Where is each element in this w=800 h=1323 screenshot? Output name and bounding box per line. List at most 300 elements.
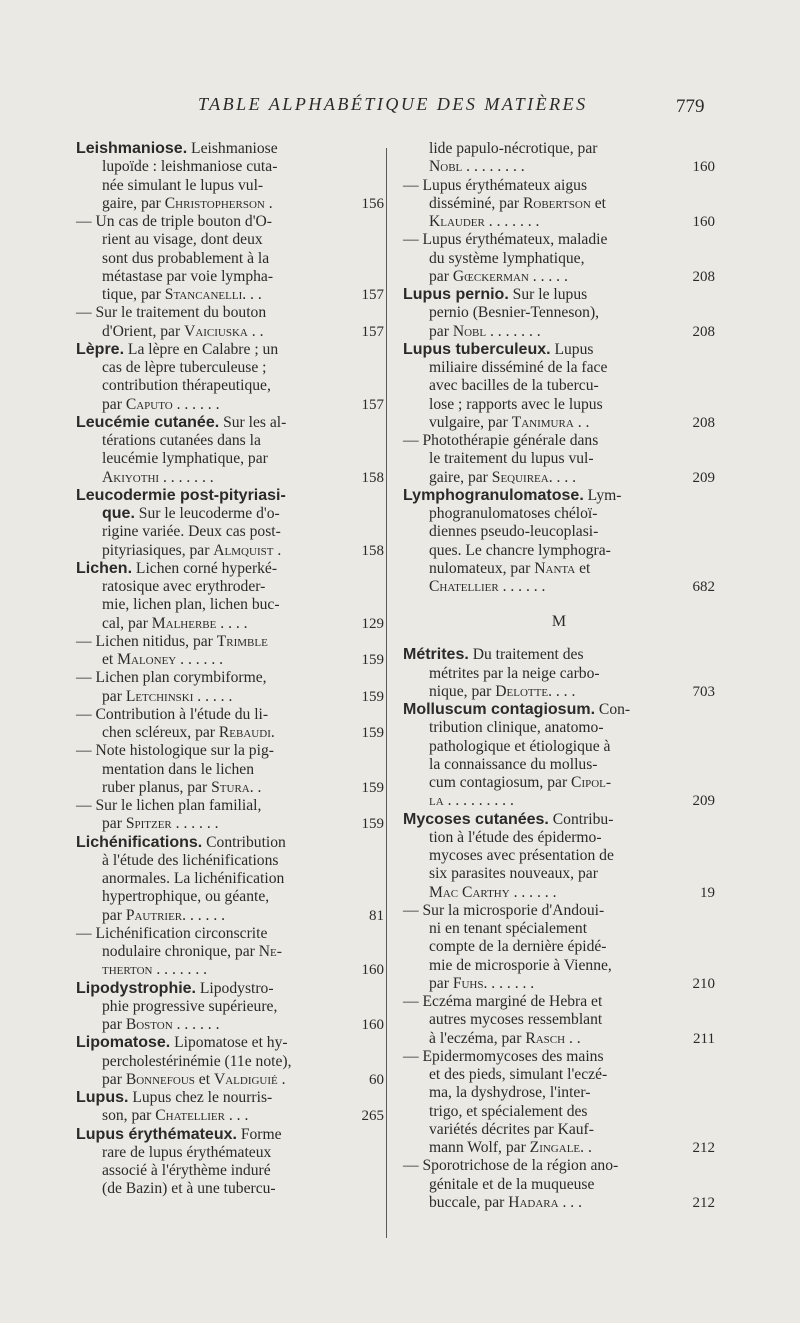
author-name: Fuhs: [452, 974, 484, 992]
author-name: Rebaudi: [218, 724, 271, 741]
index-entry-line: [76, 377, 351, 395]
author-name: Sequirea: [491, 468, 549, 486]
author-name: Delotte: [495, 682, 549, 700]
index-entry-line: [76, 250, 351, 268]
entry-text: tribution clinique, anatomo-: [429, 719, 604, 737]
author-name: Maloney: [117, 651, 177, 668]
entry-text: — Lichen plan corymbiforme,: [76, 669, 267, 687]
author-name: Klauder: [429, 213, 485, 230]
entry-text: par: [102, 395, 126, 413]
index-entry-line: [76, 1053, 351, 1071]
entry-text: diennes pseudo-leucoplasi-: [429, 523, 599, 541]
index-entry-line: [76, 523, 351, 541]
author-name: Caputo: [125, 395, 173, 413]
index-entry-line: [403, 195, 715, 213]
entry-text: lupoïde : leishmaniose cuta-: [102, 158, 278, 176]
author-name: Robertson: [522, 194, 591, 212]
index-entry-line: [76, 906, 384, 925]
entry-text: à l'eczéma, par: [429, 1029, 526, 1047]
leader-text: . . . . .: [528, 267, 568, 285]
page-reference: 159: [361, 688, 384, 705]
entry-text: née simulant le lupus vul-: [102, 176, 264, 194]
author-name: Boston: [125, 1016, 173, 1033]
entry-text: — Sur le lichen plan familial,: [76, 797, 262, 814]
entry-text: par: [429, 322, 453, 340]
index-entry-line: [403, 683, 715, 701]
entry-keyword: Leishmaniose.: [76, 140, 188, 157]
entry-text: mann Wolf, par: [429, 1139, 530, 1156]
index-entry-head: [403, 341, 715, 359]
index-entry-line: [403, 738, 715, 756]
page-reference: 159: [361, 779, 384, 796]
index-entry-head: [76, 1034, 351, 1052]
entry-text: leucémie lymphatique, par: [102, 450, 268, 468]
running-header: [0, 94, 800, 124]
index-entry-line: [76, 505, 351, 523]
entry-text: cal, par: [102, 614, 152, 632]
author-name: Almquist: [213, 541, 274, 559]
entry-text: contribution thérapeutique,: [102, 377, 271, 395]
entry-text: vulgaire, par: [429, 413, 512, 431]
leader-text: . . . .: [548, 682, 576, 700]
page-number: 779: [676, 96, 705, 117]
leader-text: .: [264, 194, 273, 212]
page-reference: 157: [361, 287, 384, 303]
entry-text: — Epidermomycoses des mains: [403, 1047, 604, 1065]
leader-text: . . . . . .: [172, 1016, 220, 1033]
index-entry-line: [76, 651, 384, 669]
entry-text: tique, par: [102, 286, 165, 303]
index-entry-line: [76, 761, 351, 779]
index-entry-line: [403, 1084, 715, 1102]
page-reference: 157: [361, 323, 384, 340]
index-entry-line: [76, 468, 384, 487]
left-column: [76, 140, 384, 1199]
leader-text: . .: [573, 413, 590, 431]
entry-keyword: que.: [102, 505, 135, 522]
entry-text: Leishmaniose: [187, 140, 278, 157]
index-entry-line: [403, 213, 715, 231]
entry-keyword: Leucodermie post-pityriasi-: [76, 486, 286, 504]
leader-text: . . . . . . .: [484, 213, 540, 230]
author-name: therton: [102, 961, 153, 979]
author-name: Stura: [211, 778, 250, 796]
entry-text: nulomateux, par: [429, 559, 535, 577]
index-entry-line: [76, 1162, 351, 1180]
index-entry-line: [76, 359, 351, 377]
index-entry-line: [403, 1121, 715, 1139]
entry-keyword: Lupus pernio.: [403, 286, 509, 303]
entry-text: Lym-: [583, 486, 622, 504]
author-name: Pautrier: [125, 906, 183, 924]
page-reference: 159: [361, 725, 384, 741]
leader-text: . .: [247, 322, 264, 340]
index-entry-head: [403, 286, 715, 304]
index-entry-line: [76, 1107, 384, 1125]
leader-text: et: [575, 559, 591, 577]
leader-text: . . . . . .: [498, 578, 546, 595]
page-reference: 159: [361, 816, 384, 833]
index-entry-line: [76, 1180, 351, 1198]
leader-text: . . . . . .: [171, 815, 219, 833]
leader-text: . . . . . .: [509, 883, 557, 901]
index-entry-line: [403, 523, 715, 541]
author-name: Christopherson: [164, 194, 265, 212]
index-entry-line: [403, 250, 715, 268]
author-name: Hadara: [508, 1193, 559, 1211]
entry-text: mycoses avec présentation de: [429, 847, 614, 864]
leader-text: .: [273, 541, 282, 559]
index-entry-line: [76, 213, 351, 231]
running-title: TABLE ALPHABÉTIQUE DES MATIÈRES: [198, 94, 588, 114]
index-entry-head: [76, 414, 351, 432]
entry-text: trigo, et spécialement des: [429, 1102, 588, 1120]
entry-keyword: Lupus érythémateux.: [76, 1125, 237, 1143]
index-entry-line: [76, 268, 351, 286]
entry-text: — Sur la microsporie d'Andoui-: [403, 901, 605, 919]
author-name: Mac Carthy: [429, 883, 510, 901]
entry-text: hypertrophique, ou géante,: [102, 888, 270, 906]
index-entry-line: [76, 578, 351, 596]
entry-text: son, par: [102, 1107, 156, 1125]
index-entry-line: [403, 1030, 715, 1048]
index-entry-line: [403, 756, 715, 774]
page-reference: 208: [692, 414, 715, 431]
entry-text: et des pieds, simulant l'eczé-: [429, 1066, 608, 1083]
author-name: Vaiciuska: [184, 322, 248, 340]
index-entry-line: [403, 414, 715, 432]
index-entry-line: [76, 194, 384, 213]
index-entry-line: [76, 742, 351, 760]
entry-text: rare de lupus érythémateux: [102, 1143, 272, 1161]
leader-text: . .: [249, 778, 262, 796]
index-entry-line: [76, 706, 351, 724]
entry-text: — Eczéma marginé de Hebra et: [403, 993, 603, 1010]
entry-text: le traitement du lupus vul-: [429, 450, 594, 468]
index-entry-line: [76, 395, 384, 414]
entry-keyword: Lèpre.: [76, 340, 125, 358]
entry-keyword: Lupus tuberculeux.: [403, 340, 551, 358]
index-entry-line: [403, 938, 715, 956]
entry-text: et: [102, 651, 118, 668]
entry-text: anormales. La lichénification: [102, 870, 285, 887]
index-entry-line: [403, 578, 715, 596]
index-entry-line: [403, 774, 715, 792]
index-entry-line: [403, 140, 715, 158]
author-name: Nobl: [452, 322, 487, 340]
author-name: Nanta: [534, 559, 576, 577]
page-reference: 209: [692, 793, 715, 810]
index-entry-line: [403, 396, 715, 414]
entry-keyword: Leucémie cutanée.: [76, 413, 220, 431]
entry-text: ma, la dyshydrose, l'inter-: [429, 1084, 591, 1102]
entry-text: gaire, par: [429, 468, 492, 486]
page-reference: 81: [369, 907, 384, 924]
entry-text: tion à l'étude des épidermo-: [429, 828, 602, 846]
author-name: Valdiguié: [213, 1070, 278, 1088]
page-reference: 208: [692, 268, 715, 285]
entry-text: buccale, par: [429, 1193, 509, 1211]
entry-text: — Sur le traitement du bouton: [76, 304, 267, 322]
index-entry-line: [76, 177, 351, 195]
entry-text: six parasites nouveaux, par: [429, 865, 598, 883]
leader-text: . . . . . . . .: [462, 158, 525, 176]
entry-text: ratosique avec erythroder-: [102, 578, 266, 595]
index-entry-line: [403, 1194, 715, 1212]
entry-text: térations cutanées dans la: [102, 432, 261, 449]
entry-text: cas de lèpre tuberculeuse ;: [102, 359, 267, 376]
entry-text: mentation dans le lichen: [102, 760, 254, 778]
index-entry-line: [76, 852, 351, 870]
index-entry-line: [403, 231, 715, 249]
author-name: Zingale: [529, 1139, 581, 1156]
entry-text: nodulaire chronique, par: [102, 943, 259, 960]
index-entry-line: [403, 993, 715, 1011]
index-entry-line: [403, 1157, 715, 1175]
entry-text: Lupus: [550, 340, 594, 358]
index-entry-line: [403, 792, 715, 810]
index-entry-line: [76, 596, 351, 614]
index-entry-line: [76, 158, 351, 176]
author-name: Trimble: [216, 632, 268, 650]
entry-text: nique, par: [429, 682, 496, 700]
entry-text: — Lichen nitidus, par: [76, 632, 217, 650]
entry-text: ques. Le chancre lymphogra-: [429, 541, 611, 559]
entry-text: Con-: [595, 701, 631, 718]
author-name: Chatellier: [429, 578, 499, 595]
entry-text: La lèpre en Calabre ; un: [124, 340, 279, 358]
index-entry-line: [403, 323, 715, 341]
entry-keyword: Lipomatose.: [76, 1034, 171, 1052]
index-entry-line: [403, 469, 715, 487]
leader-text: . . . .: [548, 468, 577, 486]
leader-text: et: [194, 1070, 214, 1088]
page-reference: 157: [361, 396, 384, 413]
index-entry-line: [403, 542, 715, 560]
index-entry-line: [76, 815, 384, 833]
leader-text: . . . . .: [193, 687, 233, 705]
page-reference: 212: [692, 1194, 715, 1211]
index-entry-line: [76, 870, 351, 888]
entry-text: mie de microsporie à Vienne,: [429, 956, 612, 974]
entry-text: — Lupus érythémateux aigus: [403, 176, 588, 194]
index-entry-line: [403, 450, 715, 468]
page-reference: 160: [361, 1017, 384, 1033]
entry-text: compte de la dernière épidé-: [429, 938, 607, 956]
index-entry-line: [403, 975, 715, 993]
author-name: la: [429, 792, 444, 810]
entry-text: par: [102, 687, 126, 705]
index-entry-line: [76, 432, 351, 450]
entry-keyword: Lupus.: [76, 1089, 129, 1106]
index-entry-line: [403, 884, 715, 902]
page-reference: 160: [361, 962, 384, 979]
entry-text: Contribution: [202, 833, 286, 851]
index-entry-line: [403, 177, 715, 195]
leader-text: . . . . . . .: [152, 961, 208, 979]
index-entry-head: [403, 646, 715, 664]
entry-text: — Lichénification circonscrite: [76, 924, 268, 942]
leader-text: . . .: [224, 1107, 249, 1125]
leader-text: . . . . . . .: [483, 974, 535, 992]
entry-text: — Note histologique sur la pig-: [76, 742, 274, 760]
leader-text: . .: [580, 1139, 592, 1156]
index-entry-line: [76, 998, 351, 1016]
leader-text: et: [590, 194, 606, 212]
index-entry-line: [403, 377, 715, 395]
entry-text: autres mycoses ressemblant: [429, 1011, 603, 1029]
entry-text: par: [102, 906, 126, 924]
index-entry-line: [403, 865, 715, 883]
page-reference: 209: [692, 469, 715, 486]
author-name: Letchinski: [125, 687, 194, 705]
index-entry-head: [403, 487, 715, 505]
entry-text: phogranulomatoses chéloï-: [429, 505, 598, 522]
entry-text: par: [102, 1016, 126, 1033]
entry-text: gaire, par: [102, 194, 165, 212]
index-entry-head: [76, 1089, 351, 1107]
entry-text: — Contribution à l'étude du li-: [76, 705, 269, 723]
index-entry-head: [76, 341, 351, 359]
index-entry-line: [403, 505, 715, 523]
index-entry-line: [76, 687, 384, 706]
entry-text: — Sporotrichose de la région ano-: [403, 1157, 619, 1175]
page-reference: 211: [693, 1030, 715, 1047]
index-entry-line: [76, 450, 351, 468]
index-entry-line: [403, 957, 715, 975]
index-entry-line: [403, 1176, 715, 1194]
index-entry-head: [76, 140, 351, 158]
index-entry-head: [76, 980, 351, 998]
index-entry-head: [76, 1126, 351, 1144]
entry-text: disséminé, par: [429, 194, 523, 212]
entry-text: pathologique et étiologique à: [429, 737, 611, 755]
index-entry-head: [403, 701, 715, 719]
entry-text: avec bacilles de la tubercu-: [429, 377, 599, 395]
index-entry-line: [76, 614, 384, 633]
index-entry-line: [76, 888, 351, 906]
page-reference: 60: [369, 1071, 384, 1088]
entry-text: mie, lichen plan, lichen buc-: [102, 596, 280, 614]
entry-text: par: [429, 267, 453, 285]
leader-text: . . .: [558, 1193, 582, 1211]
page-reference: 160: [692, 159, 715, 176]
entry-text: du système lymphatique,: [429, 249, 585, 267]
index-entry-line: [76, 778, 384, 797]
entry-keyword: Molluscum contagiosum.: [403, 701, 596, 718]
page-reference: 265: [361, 1108, 384, 1125]
page-reference: 158: [361, 469, 384, 486]
entry-text: Du traitement des: [468, 646, 584, 664]
page-reference: 682: [692, 579, 715, 595]
index-entry-line: [403, 1103, 715, 1121]
page-reference: 156: [361, 195, 384, 212]
index-entry-line: [76, 1016, 384, 1034]
index-entry-line: [76, 322, 384, 341]
author-name: Tanimura: [511, 413, 574, 431]
entry-text: ruber planus, par: [102, 778, 212, 796]
index-entry-line: [403, 268, 715, 286]
index-entry-line: [76, 1144, 351, 1162]
page-reference: 19: [700, 884, 715, 901]
index-entry-line: [403, 719, 715, 737]
index-entry-line: [403, 829, 715, 847]
entry-text: associé à l'érythème induré: [102, 1162, 271, 1179]
page-reference: 160: [692, 214, 715, 230]
leader-text: . . . . . .: [182, 906, 226, 924]
entry-text: métrites par la neige carbo-: [429, 664, 600, 682]
leader-text: . . . . . . . . .: [443, 792, 514, 810]
index-entry-line: [403, 1011, 715, 1029]
index-entry-line: [403, 920, 715, 938]
index-entry-line: [76, 961, 384, 979]
entry-text: (de Bazin) et à une tubercu-: [102, 1180, 276, 1198]
entry-text: percholestérinémie (11e note),: [102, 1052, 292, 1070]
author-name: Stancanelli: [164, 286, 243, 303]
entry-text: métastase par voie lympha-: [102, 267, 274, 285]
leader-text: . . . . . . .: [486, 322, 541, 340]
page-reference: 208: [692, 323, 715, 340]
entry-text: cum contagiosum, par: [429, 774, 572, 791]
leader-text: . . . .: [216, 614, 248, 632]
author-name: Chatellier: [155, 1107, 225, 1125]
section-letter: M: [551, 613, 567, 631]
column-divider: [386, 148, 387, 1238]
author-name: Malherbe: [151, 614, 217, 632]
leader-text: . . . . . .: [176, 651, 224, 668]
entry-text: Lichen corné hyperké-: [132, 559, 278, 577]
entry-text: Contribu-: [548, 810, 614, 828]
entry-text: Forme: [236, 1125, 282, 1143]
page-reference: 210: [692, 975, 715, 992]
index-entry-head: [76, 834, 351, 852]
entry-text: — Photothérapie générale dans: [403, 432, 599, 449]
entry-text: rient au visage, dont deux: [102, 231, 263, 249]
entry-text: ni en tenant spécialement: [429, 920, 588, 937]
index-entry-line: [76, 669, 351, 687]
entry-text: à l'étude des lichénifications: [102, 851, 279, 869]
author-name: Nobl: [429, 158, 463, 176]
entry-text: pernio (Besnier-Tenneson),: [429, 304, 600, 322]
author-name: Spitzer: [125, 815, 172, 833]
author-name: Gœckerman: [452, 267, 529, 285]
entry-text: Lipodystro-: [196, 979, 274, 997]
leader-text: .: [270, 724, 275, 741]
entry-text: miliaire disséminé de la face: [429, 359, 608, 376]
entry-text: par: [102, 815, 126, 833]
index-entry-line: [76, 541, 384, 560]
page-reference: 129: [361, 615, 384, 632]
author-name: Akiyothi: [102, 468, 160, 486]
entry-keyword: Mycoses cutanées.: [403, 810, 549, 828]
entry-keyword: Lymphogranulomatose.: [403, 486, 584, 504]
entry-text: chen scléreux, par: [102, 724, 219, 741]
index-entry-line: [403, 158, 715, 176]
index-entry-line: [403, 1066, 715, 1084]
entry-text: par: [102, 1070, 126, 1088]
entry-text: phie progressive supérieure,: [102, 997, 278, 1015]
leader-text: . . . . . .: [172, 395, 220, 413]
index-entry-line: [76, 286, 384, 304]
entry-text: pityriasiques, par: [102, 541, 214, 559]
right-column: [403, 140, 715, 1212]
index-entry-line: [76, 1070, 384, 1089]
index-entry-line: [76, 943, 351, 961]
entry-keyword: Lichen.: [76, 559, 133, 577]
entry-keyword: Métrites.: [403, 646, 469, 664]
author-name: Ne-: [258, 943, 282, 960]
index-entry-line: [403, 359, 715, 377]
